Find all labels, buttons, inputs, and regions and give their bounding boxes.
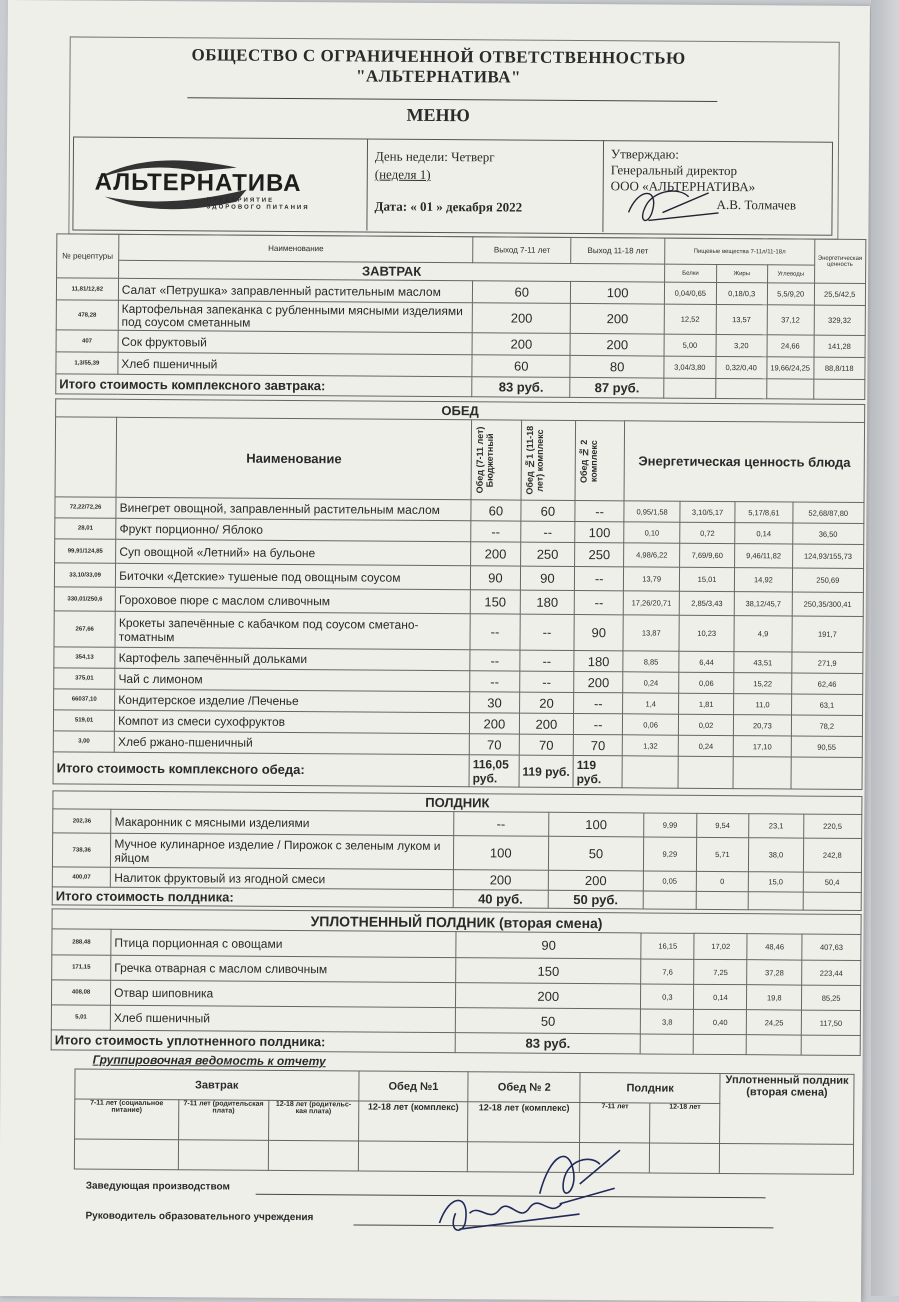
school-director-label: Руководитель образовательного учреждения	[85, 1210, 314, 1224]
fat: 3,10/5,17	[680, 501, 735, 522]
carbs: 38,12/45,7	[734, 592, 792, 616]
recipe-code: 354,13	[54, 647, 115, 668]
portion-budget: --	[470, 671, 520, 692]
recipe-code: 407	[56, 330, 118, 352]
protein: 9,29	[643, 837, 696, 871]
portion-12-18: 100	[548, 812, 643, 837]
carbs: 48,46	[747, 934, 802, 960]
portion-complex2: 70	[573, 734, 622, 755]
recipe-code: 400,07	[52, 867, 110, 887]
dish-name: Хлеб ржано-пшеничный	[114, 731, 469, 754]
fat: 13,57	[716, 304, 768, 334]
energy: 223,44	[802, 960, 861, 985]
dish-name: Чай с лимоном	[115, 668, 470, 691]
recipe-code: 330,01/250,6	[54, 587, 115, 611]
portion-budget: 70	[469, 734, 519, 755]
recipe-code: 408,08	[51, 980, 110, 1005]
energy: 242,8	[803, 838, 862, 872]
lunch-section-title: ОБЕД	[56, 399, 865, 423]
recipe-code: 72,22/72,26	[55, 497, 116, 518]
recipe-code: 171,15	[52, 955, 111, 980]
portion-7-11: 100	[453, 836, 548, 871]
fat: 7,69/9,60	[680, 543, 735, 567]
col-out1-header: Выход 7-11 лет	[473, 237, 571, 264]
fat: 15,01	[679, 567, 734, 591]
lunch-total-complex2: 119 руб.	[573, 755, 622, 787]
director-signature-icon	[429, 1183, 589, 1244]
org-line-1: ОБЩЕСТВО С ОГРАНИЧЕННОЙ ОТВЕТСТВЕННОСТЬЮ	[191, 45, 686, 68]
fat: 1,81	[678, 693, 733, 714]
dish-name: Хлеб пшеничный	[110, 1005, 455, 1032]
portion-budget: 150	[470, 590, 520, 614]
snack-total-12-18: 50 руб.	[548, 890, 643, 909]
portion-12-18: 200	[548, 870, 643, 891]
recipe-code: 11,81/12,82	[56, 278, 118, 300]
portion-complex2: --	[575, 500, 624, 521]
carbs: 17,10	[734, 736, 792, 757]
fat: 0,40	[694, 1009, 747, 1034]
dish-name: Хлеб пшеничный	[118, 352, 473, 376]
energy: 36,50	[792, 523, 864, 544]
protein: 0,04/0,65	[665, 282, 717, 304]
protein: 0,95/1,58	[624, 501, 680, 522]
col-code-header: № рецептуры	[57, 234, 119, 278]
carbs: 43,51	[734, 652, 792, 673]
portion-12-18: 50	[548, 836, 643, 871]
carbs: 5,17/8,61	[735, 502, 793, 523]
table-row	[52, 833, 861, 873]
snack-total-7-11: 40 руб.	[453, 890, 548, 909]
col-fat-header: Жиры	[716, 264, 767, 282]
dish-name: Картофель запечённый дольками	[115, 647, 470, 670]
dish-name: Гороховое пюре с маслом сливочным	[115, 587, 470, 613]
protein: 7,6	[641, 959, 694, 984]
carbs: 19,8	[747, 985, 802, 1010]
portion-complex2: --	[573, 713, 622, 734]
carbs: 24,66	[767, 335, 814, 357]
protein: 1,32	[623, 735, 679, 756]
energy: 220,5	[803, 814, 862, 838]
dish-name: Налиток фруктовый из ягодной смеси	[111, 867, 453, 889]
portion: 150	[456, 958, 641, 984]
portion-budget: 60	[471, 500, 521, 521]
approve-label: Утверждаю:	[610, 146, 679, 162]
portion-11-18: 100	[571, 281, 665, 304]
lunch-total-budget: 116,05 руб.	[469, 755, 519, 787]
energy: 271,9	[791, 652, 863, 673]
fat: 2,85/3,43	[679, 591, 734, 615]
dish-name: Биточки «Детские» тушеные под овощным соусом	[116, 563, 471, 589]
portion-complex1: 20	[519, 692, 573, 713]
summary-sub-5: 12-18 лет (комплекс)	[468, 1102, 580, 1143]
carbs: 15,22	[734, 673, 792, 694]
fat: 3,20	[716, 334, 768, 356]
recipe-code: 66037,10	[54, 689, 115, 710]
summary-sub-1: 7-11 лет (социальное питание)	[75, 1099, 179, 1140]
page-title: МЕНЮ	[406, 104, 470, 126]
energy: 250,69	[792, 568, 864, 592]
portion: 200	[456, 983, 641, 1009]
portion-budget: --	[471, 521, 521, 542]
col-nutrients-header: Пищевые вещества 7-11л/11-18л	[665, 238, 815, 265]
protein: 0,10	[624, 522, 680, 543]
portion-budget: 200	[469, 713, 519, 734]
protein: 0,06	[623, 714, 679, 735]
recipe-code: 3,00	[53, 731, 114, 752]
summary-sub-3: 12-18 лет (родительс-кая плата)	[268, 1100, 358, 1141]
fat: 0,14	[694, 984, 747, 1009]
fat: 9,54	[696, 813, 749, 837]
recipe-code: 5,01	[51, 1005, 110, 1030]
fat: 7,25	[694, 959, 747, 984]
logo-subtitle: ПРЕДПРИЯТИЕ ЗДОРОВОГО ПИТАНИЯ	[206, 197, 310, 212]
portion-complex2: --	[574, 692, 623, 713]
carbs: 23,1	[749, 814, 804, 838]
protein: 0,24	[623, 672, 679, 693]
col-protein-header: Белки	[665, 264, 716, 282]
dish-name: Макаронник с мясными изделиями	[111, 809, 453, 835]
breakfast-total-11-18: 87 руб.	[570, 377, 664, 398]
breakfast-table	[55, 233, 866, 400]
portion-7-11: 60	[473, 281, 571, 304]
protein: 16,15	[641, 933, 694, 959]
protein: 1,4	[623, 693, 679, 714]
lunch-table	[53, 398, 866, 790]
portion-complex2: 200	[574, 671, 623, 692]
portion-11-18: 80	[570, 355, 664, 378]
portion-7-11: 200	[473, 303, 571, 334]
company-logo	[86, 149, 346, 219]
fat: 17,02	[694, 933, 747, 959]
fat: 0,02	[678, 714, 733, 735]
week-number: (неделя 1)	[374, 166, 431, 182]
recipe-code: 202,36	[53, 809, 112, 833]
energy: 62,46	[791, 673, 863, 694]
carbs: 38,0	[749, 838, 804, 872]
dish-name: Гречка отварная с маслом сливочным	[111, 955, 456, 982]
carbs: 37,12	[767, 305, 814, 335]
energy: 117,50	[801, 1010, 860, 1035]
portion-complex1: --	[521, 521, 575, 542]
portion: 90	[456, 932, 641, 959]
recipe-code: 519,01	[53, 710, 114, 731]
portion-7-11: 200	[472, 333, 570, 356]
lunch-col-complex1-header: Обед №1 (11-18 лет) комплекс	[524, 425, 545, 495]
summary-breakfast-header: Завтрак	[75, 1069, 359, 1101]
lunch-col-energy-header: Энергетическая ценность блюда	[624, 421, 864, 503]
summary-table	[74, 1068, 855, 1174]
protein: 3,8	[641, 1009, 694, 1034]
portion-budget: --	[470, 614, 520, 650]
recipe-code: 375,01	[54, 668, 115, 689]
lunch-total-row	[53, 752, 862, 790]
portion-budget: --	[470, 650, 520, 671]
dish-name: Компот из смеси сухофруктов	[115, 710, 470, 733]
energy: 50,4	[803, 872, 862, 892]
dish-name: Винегрет овощной, заправленный растительным маслом	[116, 497, 471, 520]
portion-complex2: --	[574, 590, 623, 614]
dish-name: Мучное кулинарное изделие / Пирожок с зеленым луком и яйцом	[111, 833, 454, 869]
dish-name: Птица порционная с овощами	[111, 929, 456, 957]
energy: 141,28	[814, 335, 866, 357]
carbs: 5,5/9,20	[767, 283, 814, 305]
portion-complex2: --	[574, 566, 623, 590]
lunch-total-label: Итого стоимость комплексного обеда:	[53, 752, 469, 787]
dense-snack-table	[51, 908, 862, 1056]
lunch-col-complex2-header: Обед № 2 комплекс	[578, 438, 600, 483]
dish-name: Салат «Петрушка» заправленный растительным маслом	[118, 278, 473, 302]
day-of-week: День недели: Четверг	[374, 148, 495, 165]
summary-sub-4: 12-18 лет (комплекс)	[358, 1101, 468, 1142]
protein: 5,00	[664, 334, 716, 356]
portion-budget: 90	[470, 566, 520, 590]
carbs: 9,46/11,82	[735, 544, 793, 568]
portion-complex1: 70	[519, 734, 573, 755]
col-carbs-header: Углеводы	[767, 265, 814, 283]
director-name: А.В. Толмачев	[716, 196, 797, 213]
energy: 191,7	[792, 616, 864, 652]
dish-name: Фрукт порционно/ Яблоко	[116, 518, 471, 541]
protein: 3,04/3,80	[664, 356, 716, 378]
org-line-2: "АЛЬТЕРНАТИВА"	[355, 66, 522, 87]
protein: 4,98/6,22	[624, 543, 680, 567]
portion-complex2: 90	[574, 614, 624, 650]
portion-complex1: 90	[520, 566, 574, 590]
carbs: 19,66/24,25	[767, 357, 814, 379]
col-out2-header: Выход 11-18 лет	[571, 237, 665, 264]
logo-name: АЛЬТЕРНАТИВА	[94, 168, 302, 198]
protein: 8,85	[623, 651, 679, 672]
breakfast-total-row	[56, 374, 865, 400]
recipe-code: 267,66	[54, 611, 115, 647]
energy: 25,5/42,5	[814, 283, 866, 305]
carbs: 37,28	[747, 960, 802, 985]
summary-sub-2: 7-11 лет (родительская плата)	[178, 1100, 268, 1141]
energy: 90,55	[791, 736, 863, 757]
dish-name: Сок фруктовый	[118, 330, 473, 354]
portion-budget: 200	[471, 542, 521, 566]
lunch-col-name-header: Наименование	[116, 417, 471, 499]
portion: 50	[455, 1008, 640, 1034]
col-name-header: Наименование	[118, 234, 473, 262]
lunch-total-complex1: 119 руб.	[519, 755, 574, 787]
breakfast-total-label: Итого стоимость комплексного завтрака:	[56, 374, 473, 397]
protein: 13,79	[624, 567, 680, 591]
portion-11-18: 200	[570, 303, 664, 334]
snack-section-title: ПОЛДНИК	[53, 791, 862, 815]
recipe-code: 28,01	[55, 518, 116, 539]
summary-sub-6: 7-11 лет	[580, 1103, 650, 1143]
summary-lunch1-header: Обед №1	[358, 1071, 468, 1102]
energy: 88,8/118	[813, 357, 865, 379]
carbs: 20,73	[734, 715, 792, 736]
dish-name: Отвар шиповника	[111, 980, 456, 1007]
portion-complex1: 180	[520, 590, 574, 614]
portion-complex2: 100	[575, 521, 624, 542]
menu-date: Дата: « 01 » декабря 2022	[374, 198, 523, 215]
recipe-code: 738,36	[52, 833, 111, 867]
dish-name: Суп овощной «Летний» на бульоне	[116, 539, 471, 565]
fat: 6,44	[679, 651, 734, 672]
portion-budget: 30	[470, 692, 520, 713]
summary-title: Группировочная ведомость к отчету	[92, 1052, 326, 1069]
fat: 10,23	[679, 615, 735, 651]
company-name: ООО «АЛЬТЕРНАТИВА»	[610, 178, 756, 195]
col-energy-header: Энергетическая ценность	[814, 239, 866, 283]
protein: 9,99	[644, 813, 697, 837]
summary-snack-header: Полдник	[580, 1073, 720, 1104]
energy: 63,1	[791, 694, 863, 715]
fat: 0	[696, 871, 749, 891]
table-row	[54, 611, 863, 653]
recipe-code: 478,28	[56, 300, 118, 330]
recipe-code: 1,3/55,39	[56, 352, 118, 374]
energy: 78,2	[791, 715, 863, 736]
portion-complex2: 180	[574, 650, 623, 671]
carbs: 4,9	[734, 616, 792, 652]
recipe-code: 99,91/124,85	[55, 539, 116, 563]
energy: 407,63	[802, 934, 861, 960]
energy: 250,35/300,41	[792, 592, 864, 616]
dense-snack-section-title: УПЛОТНЕННЫЙ ПОЛДНИК (вторая смена)	[52, 909, 861, 935]
summary-lunch2-header: Обед № 2	[468, 1072, 580, 1103]
summary-values-row	[74, 1139, 853, 1174]
portion-complex1: 60	[521, 500, 575, 521]
carbs: 0,14	[735, 523, 793, 544]
background-edge	[871, 0, 899, 1296]
protein: 0,05	[643, 871, 696, 891]
portion-11-18: 200	[570, 333, 664, 356]
protein: 12,52	[664, 304, 716, 334]
breakfast-total-7-11: 83 руб.	[472, 377, 570, 398]
portion-complex1: 200	[519, 713, 573, 734]
fat: 0,32/0,40	[715, 356, 767, 378]
protein: 0,3	[641, 984, 694, 1009]
snack-total-label: Итого стоимость полдника:	[52, 887, 453, 908]
recipe-code: 33,10/33,09	[54, 563, 115, 587]
dish-name: Крокеты запечённые с кабачком под соусом сметано-томатным	[115, 611, 470, 649]
director-title: Генеральный директор	[610, 162, 738, 179]
recipe-code: 288,48	[52, 929, 111, 955]
energy: 85,25	[802, 985, 861, 1010]
dense-snack-total: 83 руб.	[455, 1033, 640, 1054]
carbs: 11,0	[734, 694, 792, 715]
snack-table	[52, 790, 863, 911]
dense-snack-total-label: Итого стоимость уплотненного полдника:	[51, 1030, 455, 1053]
carbs: 15,0	[748, 872, 803, 892]
protein: 13,87	[623, 615, 679, 651]
summary-sub-7: 12-18 лет	[650, 1103, 720, 1143]
fat: 0,72	[680, 522, 735, 543]
fat: 0,18/0,3	[716, 282, 768, 304]
portion-complex2: 250	[575, 542, 624, 566]
dense-snack-total-row	[51, 1030, 860, 1056]
portion-complex1: 250	[520, 542, 574, 566]
lunch-header-row	[55, 417, 865, 503]
fat: 0,06	[679, 672, 734, 693]
energy: 124,93/155,73	[792, 544, 864, 568]
carbs: 14,92	[735, 568, 793, 592]
carbs: 24,25	[747, 1010, 802, 1035]
dish-name: Картофельная запеканка с рубленными мясными изделиями под соусом сметанным	[118, 300, 473, 332]
protein: 17,26/20,71	[624, 591, 680, 615]
portion-complex1: --	[520, 614, 575, 650]
production-head-label: Заведующая производством	[85, 1180, 230, 1193]
portion-7-11: --	[453, 812, 548, 837]
fat: 0,24	[678, 735, 733, 756]
energy: 329,32	[814, 305, 866, 335]
dish-name: Кондитерское изделие /Печенье	[115, 689, 470, 712]
summary-snack2-header: Уплотненный полдник (вторая смена)	[720, 1073, 854, 1144]
portion-complex1: --	[519, 671, 573, 692]
portion-7-11: 200	[453, 870, 548, 891]
lunch-col-budget-header: Обед (7-11 лет) Бюджетный	[474, 426, 496, 494]
fat: 5,71	[696, 837, 749, 871]
energy: 52,68/87,80	[793, 502, 865, 523]
portion-7-11: 60	[472, 355, 570, 378]
portion-complex1: --	[520, 650, 574, 671]
breakfast-section-title: ЗАВТРАК	[118, 260, 664, 282]
director-signature-icon	[618, 182, 728, 231]
